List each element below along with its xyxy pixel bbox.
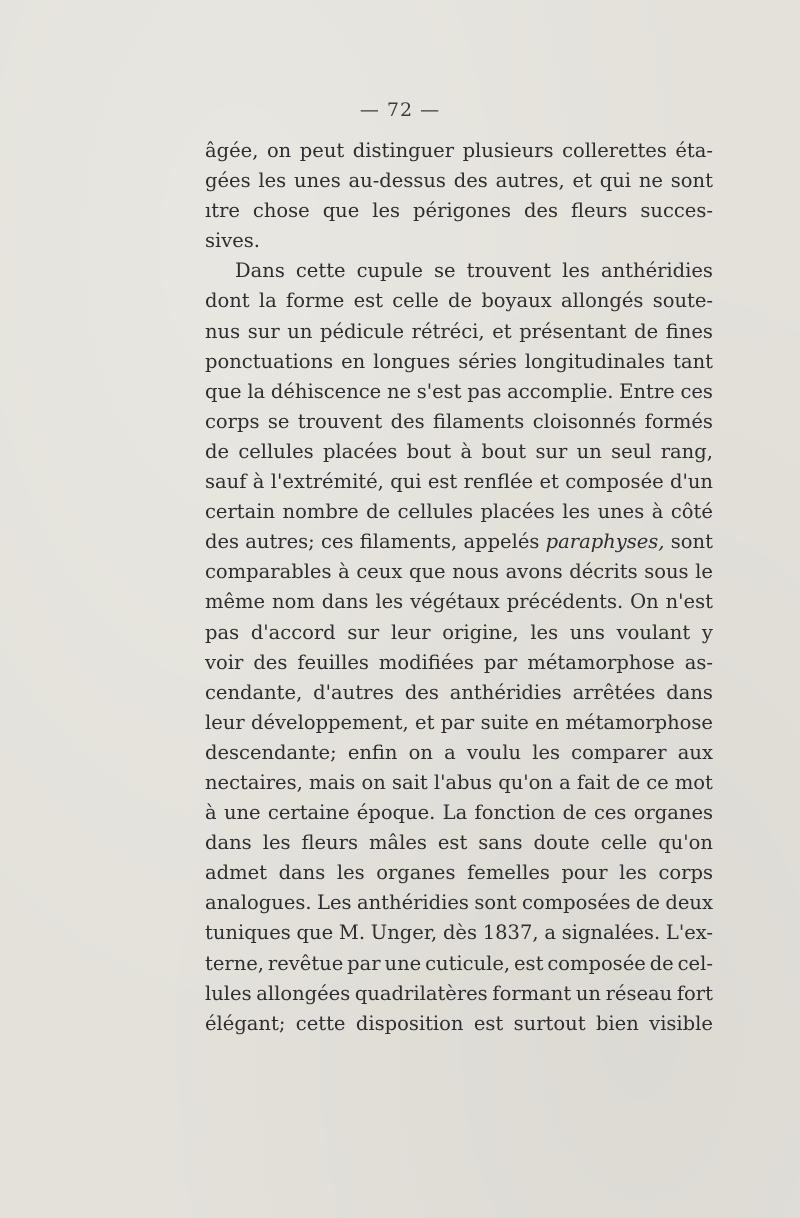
word: comparer (571, 740, 667, 764)
text-line (205, 738, 713, 768)
word: des (404, 680, 439, 704)
text-line (205, 467, 713, 497)
word: trouvent (466, 259, 552, 283)
text-line (205, 437, 713, 467)
text-line (205, 256, 713, 286)
word: quadrilatères (354, 981, 488, 1005)
word: les (532, 740, 560, 764)
text-line (205, 347, 713, 377)
word: appelés (463, 530, 540, 554)
word: pas (205, 620, 240, 644)
body-text (205, 136, 713, 1039)
word: M. (338, 921, 366, 945)
word: modifiées (378, 650, 474, 674)
word: soute- (652, 289, 713, 313)
word: cendante, (205, 680, 303, 704)
text-line (205, 858, 713, 888)
word: et (572, 169, 592, 193)
word: paraphyses, (545, 530, 665, 554)
text-line (205, 557, 713, 587)
word: sur (535, 439, 568, 463)
word: précédents. (506, 590, 624, 614)
word: terne, (205, 951, 264, 975)
word: l'abus (433, 770, 493, 794)
word: métamorphose (527, 650, 675, 674)
word: anthéridies (449, 680, 562, 704)
word: fleurs (301, 831, 358, 855)
word: dont (205, 289, 250, 313)
word: bout (406, 439, 452, 463)
word: mot (674, 770, 713, 794)
word: fort (676, 981, 713, 1005)
word: composée (565, 470, 664, 494)
word: âgée, (205, 139, 259, 162)
word: des (205, 530, 240, 554)
word: ce (646, 770, 669, 794)
word: distinguer (352, 139, 455, 162)
word: filaments (433, 409, 525, 433)
word: et (415, 710, 435, 734)
word: On (630, 590, 659, 614)
word: composées (522, 891, 631, 915)
word: sait (391, 770, 428, 794)
word: anthéridies (356, 891, 469, 915)
word: rang, (660, 439, 713, 463)
word: Dans (235, 259, 285, 283)
word: enfin (347, 740, 398, 764)
word: leur (205, 710, 245, 734)
word: pédicule (320, 319, 405, 343)
word: boyaux (481, 289, 552, 313)
word: renflée (463, 470, 534, 494)
word: autres, (495, 169, 565, 193)
word: en (341, 349, 366, 373)
word: de (562, 801, 587, 825)
word: est (514, 951, 544, 975)
word: visible (649, 1011, 713, 1035)
word: cette (295, 259, 346, 283)
word: la (258, 289, 277, 313)
text-line (205, 286, 713, 316)
word: fonction (474, 801, 556, 825)
word: chose (252, 199, 310, 223)
word: est (473, 1011, 504, 1035)
word: nous (452, 560, 500, 584)
word: y (701, 620, 713, 644)
word: sans (478, 831, 523, 855)
word: sont (670, 530, 713, 554)
word: à (252, 470, 265, 494)
word: anthéridies (600, 259, 713, 283)
text-line (205, 768, 713, 798)
word: tant (673, 349, 713, 373)
word: feuilles (297, 650, 369, 674)
word: cel- (677, 951, 713, 975)
word: autres; (245, 530, 315, 554)
word: dès (442, 921, 477, 945)
word: cupule (356, 259, 423, 283)
word: d'un (670, 470, 713, 494)
word: époque. (356, 801, 436, 825)
word: allongées (256, 981, 351, 1005)
text-line (205, 1009, 713, 1039)
word: Unger, (370, 921, 438, 945)
word: dans (321, 590, 369, 614)
text-line (205, 166, 713, 196)
word: placées (480, 500, 555, 524)
word: déhiscence (270, 379, 382, 403)
text-line (205, 828, 713, 858)
word: celle (392, 289, 439, 313)
word: végétaux (410, 590, 500, 614)
word: disposition (355, 1011, 464, 1035)
word: placées (322, 439, 398, 463)
word: métamorphose (565, 710, 713, 734)
word: longitudinales (524, 349, 666, 373)
word: se (434, 259, 456, 283)
word: nombre (282, 500, 359, 524)
word: par (347, 951, 381, 975)
word: a (544, 921, 556, 945)
word: sur (347, 620, 380, 644)
text-line (205, 618, 713, 648)
word: dans (666, 680, 713, 704)
word: lules (205, 981, 252, 1005)
word: que (205, 379, 242, 403)
word: un (576, 439, 602, 463)
word: as- (684, 650, 713, 674)
text-line (205, 888, 713, 918)
word: les (258, 169, 287, 193)
text-line (205, 226, 713, 256)
page-number: — 72 — (359, 99, 441, 121)
text-line (205, 678, 713, 708)
word: élégant; (205, 1011, 286, 1035)
word: mais (308, 770, 356, 794)
word: sauf (205, 470, 247, 494)
word: on (361, 770, 386, 794)
word: le (695, 560, 713, 584)
word: voulu (466, 740, 522, 764)
word: voir (205, 650, 244, 674)
text-line (205, 407, 713, 437)
word: en (535, 710, 560, 734)
word: et (539, 470, 559, 494)
word: nus (205, 319, 241, 343)
word: les (619, 861, 647, 885)
word: les (262, 831, 291, 855)
word: les (336, 861, 365, 885)
word: à (338, 560, 350, 584)
word: sous (644, 560, 689, 584)
word: que (322, 199, 360, 223)
word: on (408, 740, 433, 764)
word: leur (390, 620, 431, 644)
word: se (267, 409, 290, 433)
word: que (296, 921, 334, 945)
word: une (223, 801, 261, 825)
word: et (492, 319, 512, 343)
word: arrêtées (572, 680, 656, 704)
word: séries (458, 349, 517, 373)
word: un (287, 319, 313, 343)
word: deux (665, 891, 713, 915)
word: développement, (251, 710, 409, 734)
word: cuticule, (425, 951, 511, 975)
word: aux (677, 740, 713, 764)
word: certaine (267, 801, 350, 825)
word: longues (373, 349, 451, 373)
word: collerettes (562, 139, 667, 162)
word: ıtre (205, 199, 240, 223)
word: pour (561, 861, 608, 885)
word: pas (467, 379, 502, 403)
text-line (205, 798, 713, 828)
word: n'est (665, 590, 713, 614)
word: Entre (619, 379, 675, 403)
word: peut (299, 139, 345, 162)
word: femelles (467, 861, 550, 885)
word: de (634, 319, 659, 343)
word: décrits (569, 560, 638, 584)
word: des (390, 409, 425, 433)
word: à (205, 801, 217, 825)
word: rétréci, (411, 319, 485, 343)
word: réseau (605, 981, 673, 1005)
word: cloisonnés (532, 409, 637, 433)
word: est (427, 470, 458, 494)
word: mâles (368, 831, 427, 855)
word: de (205, 439, 230, 463)
word: L'ex- (665, 921, 713, 945)
word: même (205, 590, 266, 614)
word: de (635, 891, 660, 915)
word: formant (492, 981, 572, 1005)
word: corps (658, 861, 713, 885)
word: les (375, 590, 404, 614)
word: trouvent (297, 409, 383, 433)
text-line (205, 317, 713, 347)
word: ces (680, 379, 713, 403)
word: est (353, 289, 383, 313)
word: corps (205, 409, 260, 433)
text-line (205, 648, 713, 678)
word: une (384, 951, 422, 975)
word: ne (638, 169, 663, 193)
word: analogues. (205, 891, 312, 915)
word: éta- (675, 139, 713, 162)
word: fleurs (570, 199, 628, 223)
word: les (562, 259, 590, 283)
word: origine, (442, 620, 519, 644)
word: de (649, 951, 674, 975)
word: uns (569, 620, 605, 644)
word: voulant (616, 620, 691, 644)
word: gées (205, 169, 251, 193)
word: allongés (561, 289, 644, 313)
word: celle (600, 831, 648, 855)
word: à (460, 439, 473, 463)
word: ces (321, 530, 354, 554)
text-line (205, 497, 713, 527)
word: qu'on (658, 831, 713, 855)
word: qui (390, 470, 422, 494)
word: au-dessus (348, 169, 446, 193)
text-line (205, 587, 713, 617)
word: périgones (413, 199, 511, 223)
word: de (366, 500, 391, 524)
word: les (562, 500, 591, 524)
word: doute (533, 831, 590, 855)
word: bout (481, 439, 527, 463)
text-line (205, 136, 713, 166)
text-line (205, 377, 713, 407)
word: nom (272, 590, 315, 614)
word: sont (670, 169, 713, 193)
word: composée (547, 951, 646, 975)
word: plusieurs (462, 139, 554, 162)
word: La (442, 801, 468, 825)
word: à (651, 500, 664, 524)
word: que (408, 560, 446, 584)
word: avons (505, 560, 563, 584)
text-line (205, 527, 713, 557)
word: filaments, (359, 530, 458, 554)
word: d'autres (313, 680, 394, 704)
word: suite (480, 710, 529, 734)
word: succes- (640, 199, 713, 223)
word: a (559, 770, 571, 794)
word: présentant (519, 319, 627, 343)
word: descendante; (205, 740, 337, 764)
text-line (205, 918, 713, 948)
word: 1837, (482, 921, 539, 945)
word: les (530, 620, 559, 644)
word: qui (599, 169, 632, 193)
word: comparables (205, 560, 332, 584)
text-line (205, 949, 713, 979)
word: ceux (356, 560, 403, 584)
word: la (247, 379, 266, 403)
word: tuniques (205, 921, 291, 945)
word: admet (205, 861, 267, 885)
word: l'extrémité, (270, 470, 384, 494)
word: des (253, 650, 288, 674)
word: ponctuations (205, 349, 334, 373)
word: surtout (513, 1011, 586, 1035)
word: cellules (238, 439, 314, 463)
word: est (437, 831, 468, 855)
word: dans (205, 831, 252, 855)
text-line (205, 708, 713, 738)
word: ces (593, 801, 627, 825)
text-line (205, 979, 713, 1009)
word: forme (286, 289, 345, 313)
word: les (372, 199, 401, 223)
word: formés (644, 409, 713, 433)
word: organes (376, 861, 456, 885)
word: par (440, 710, 475, 734)
word: bien (595, 1011, 639, 1035)
word: sives. (205, 229, 261, 253)
word: revêtue (267, 951, 344, 975)
word: fait (576, 770, 610, 794)
word: de (448, 289, 473, 313)
word: de (616, 770, 641, 794)
word: dans (278, 861, 326, 885)
word: côté (670, 500, 713, 524)
word: seul (611, 439, 652, 463)
word: on (266, 139, 292, 162)
word: a (444, 740, 456, 764)
word: des (523, 199, 558, 223)
word: unes (597, 500, 645, 524)
word: Les (317, 891, 352, 915)
word: des (453, 169, 488, 193)
word: un (575, 981, 601, 1005)
text-line (205, 196, 713, 226)
word: nectaires, (205, 770, 303, 794)
word: qu'on (498, 770, 553, 794)
word: sur (247, 319, 280, 343)
word: s'est (416, 379, 462, 403)
word: organes (633, 801, 713, 825)
word: accomplie. (507, 379, 614, 403)
word: ne (386, 379, 412, 403)
word: unes (294, 169, 341, 193)
word: certain (205, 500, 276, 524)
word: fines (665, 319, 713, 343)
word: cellules (397, 500, 473, 524)
word: d'accord (250, 620, 336, 644)
word: par (483, 650, 518, 674)
word: signalées. (561, 921, 661, 945)
word: sont (474, 891, 517, 915)
word: cette (295, 1011, 346, 1035)
